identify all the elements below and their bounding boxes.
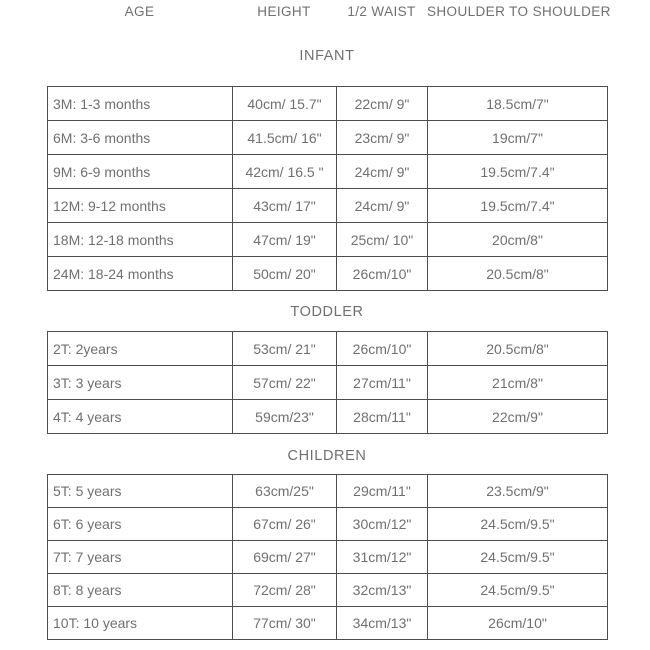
section-title: INFANT xyxy=(299,48,355,64)
column-header-shoulder: SHOULDER TO SHOULDER xyxy=(427,4,611,19)
table-row xyxy=(48,223,608,257)
shoulder-cell: 23.5cm/9" xyxy=(428,475,608,508)
shoulder-cell: 22cm/9" xyxy=(428,400,608,434)
waist-cell: 28cm/11" xyxy=(337,400,428,434)
size-chart-sections xyxy=(0,48,650,640)
height-cell: 42cm/ 16.5 " xyxy=(233,155,337,189)
shoulder-cell: 19.5cm/7.4" xyxy=(428,155,608,189)
height-cell: 41.5cm/ 16" xyxy=(233,121,337,155)
table-row xyxy=(48,508,608,541)
table-row xyxy=(48,155,608,189)
section-title: TODDLER xyxy=(290,304,364,320)
shoulder-cell: 20.5cm/8" xyxy=(428,332,608,366)
height-cell: 47cm/ 19" xyxy=(233,223,337,257)
column-header-waist: 1/2 WAIST xyxy=(347,4,416,19)
age-cell: 8T: 8 years xyxy=(48,574,233,607)
waist-cell: 29cm/11" xyxy=(337,475,428,508)
column-header-age: AGE xyxy=(124,4,155,19)
height-cell: 67cm/ 26" xyxy=(233,508,337,541)
shoulder-cell: 24.5cm/9.5" xyxy=(428,574,608,607)
waist-cell: 24cm/ 9" xyxy=(337,189,428,223)
age-cell: 6M: 3-6 months xyxy=(48,121,233,155)
waist-cell: 31cm/12" xyxy=(337,541,428,574)
waist-cell: 25cm/ 10" xyxy=(337,223,428,257)
section-title: CHILDREN xyxy=(287,448,367,464)
age-cell: 10T: 10 years xyxy=(48,607,233,640)
shoulder-cell: 26cm/10" xyxy=(428,607,608,640)
height-cell: 72cm/ 28" xyxy=(233,574,337,607)
size-table xyxy=(47,474,608,640)
shoulder-cell: 24.5cm/9.5" xyxy=(428,541,608,574)
height-cell: 43cm/ 17" xyxy=(233,189,337,223)
table-row xyxy=(48,121,608,155)
table-row xyxy=(48,400,608,434)
shoulder-cell: 21cm/8" xyxy=(428,366,608,400)
age-cell: 12M: 9-12 months xyxy=(48,189,233,223)
table-row xyxy=(48,87,608,121)
shoulder-cell: 19.5cm/7.4" xyxy=(428,189,608,223)
size-section xyxy=(0,304,650,434)
waist-cell: 34cm/13" xyxy=(337,607,428,640)
size-section xyxy=(0,448,650,640)
height-cell: 63cm/25" xyxy=(233,475,337,508)
height-cell: 59cm/23" xyxy=(233,400,337,434)
table-row xyxy=(48,189,608,223)
waist-cell: 26cm/10" xyxy=(337,257,428,291)
waist-cell: 24cm/ 9" xyxy=(337,155,428,189)
shoulder-cell: 20cm/8" xyxy=(428,223,608,257)
shoulder-cell: 20.5cm/8" xyxy=(428,257,608,291)
waist-cell: 32cm/13" xyxy=(337,574,428,607)
table-row xyxy=(48,257,608,291)
column-header-row xyxy=(47,4,611,20)
age-cell: 3T: 3 years xyxy=(48,366,233,400)
column-header-height: HEIGHT xyxy=(257,4,311,19)
height-cell: 77cm/ 30" xyxy=(233,607,337,640)
waist-cell: 30cm/12" xyxy=(337,508,428,541)
height-cell: 69cm/ 27" xyxy=(233,541,337,574)
age-cell: 9M: 6-9 months xyxy=(48,155,233,189)
waist-cell: 26cm/10" xyxy=(337,332,428,366)
age-cell: 7T: 7 years xyxy=(48,541,233,574)
shoulder-cell: 18.5cm/7" xyxy=(428,87,608,121)
age-cell: 5T: 5 years xyxy=(48,475,233,508)
waist-cell: 27cm/11" xyxy=(337,366,428,400)
size-section xyxy=(0,48,650,291)
table-row xyxy=(48,607,608,640)
table-row xyxy=(48,332,608,366)
age-cell: 18M: 12-18 months xyxy=(48,223,233,257)
height-cell: 53cm/ 21" xyxy=(233,332,337,366)
size-table xyxy=(47,331,608,434)
age-cell: 24M: 18-24 months xyxy=(48,257,233,291)
shoulder-cell: 24.5cm/9.5" xyxy=(428,508,608,541)
height-cell: 50cm/ 20" xyxy=(233,257,337,291)
waist-cell: 23cm/ 9" xyxy=(337,121,428,155)
table-row xyxy=(48,366,608,400)
age-cell: 3M: 1-3 months xyxy=(48,87,233,121)
table-row xyxy=(48,475,608,508)
height-cell: 57cm/ 22" xyxy=(233,366,337,400)
table-row xyxy=(48,574,608,607)
age-cell: 2T: 2years xyxy=(48,332,233,366)
size-table xyxy=(47,86,608,291)
waist-cell: 22cm/ 9" xyxy=(337,87,428,121)
height-cell: 40cm/ 15.7" xyxy=(233,87,337,121)
shoulder-cell: 19cm/7" xyxy=(428,121,608,155)
age-cell: 6T: 6 years xyxy=(48,508,233,541)
table-row xyxy=(48,541,608,574)
age-cell: 4T: 4 years xyxy=(48,400,233,434)
